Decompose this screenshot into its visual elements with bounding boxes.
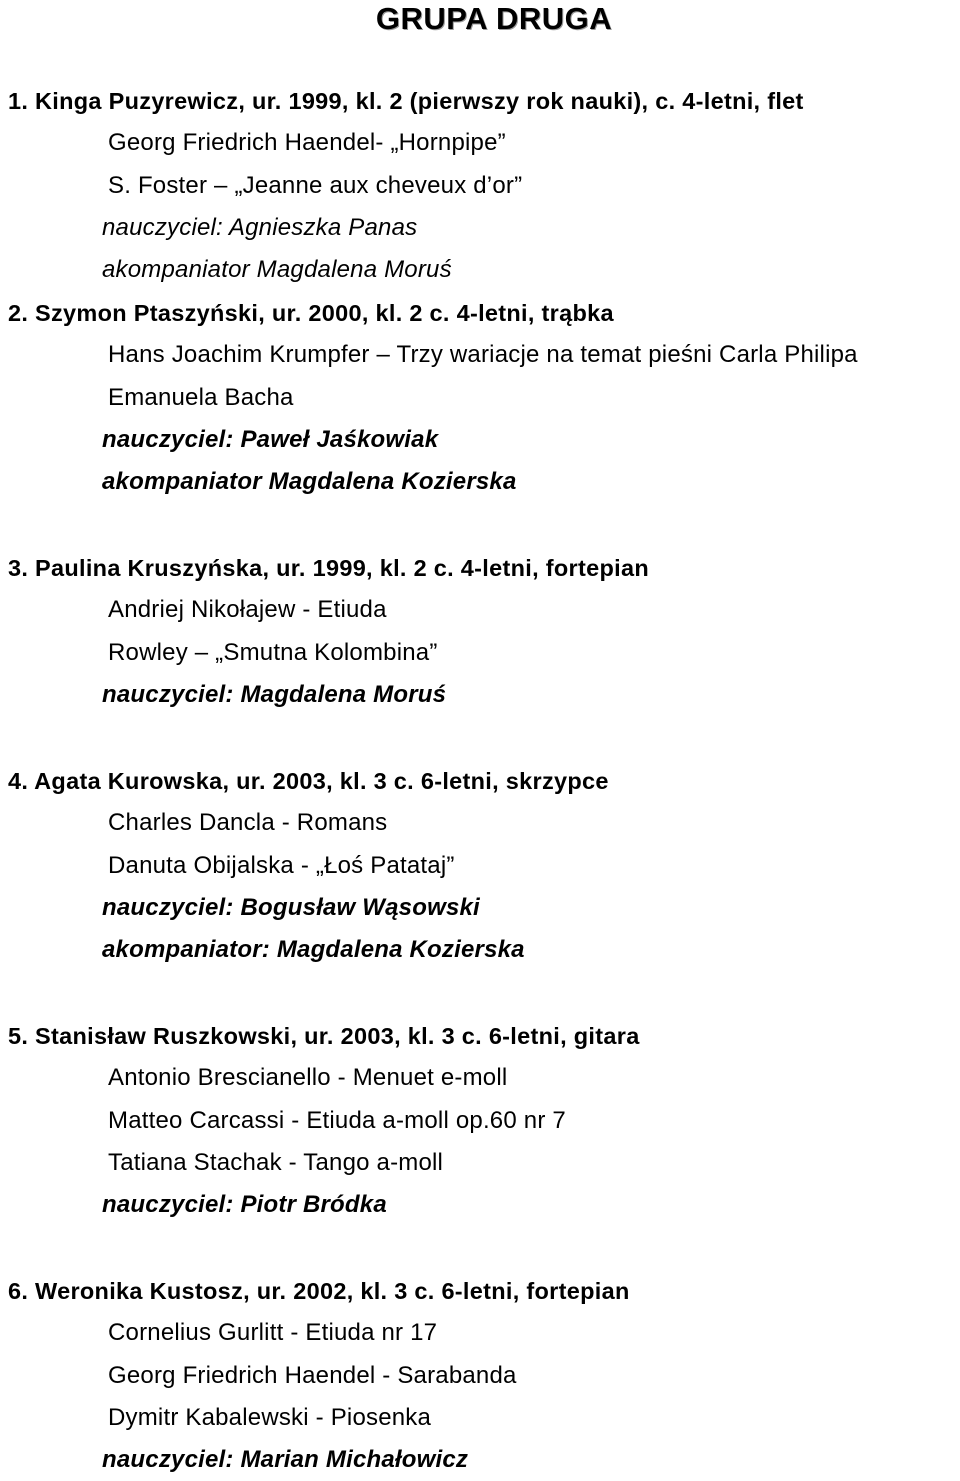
entry-1 xyxy=(0,80,960,291)
entry-3 xyxy=(0,547,960,716)
piece: Andriej Nikołajew - Etiuda xyxy=(108,596,387,624)
piece: Charles Dancla - Romans xyxy=(108,809,388,837)
teacher: nauczyciel: Paweł Jaśkowiak xyxy=(102,425,439,453)
piece: Rowley – „Smutna Kolombina” xyxy=(108,638,438,666)
page-title: GRUPA DRUGA xyxy=(375,1,613,36)
entry-5 xyxy=(0,1015,960,1226)
entry-header: 4. Agata Kurowska, ur. 2003, kl. 3 c. 6-letni, skrzypce xyxy=(8,768,609,794)
piece: Georg Friedrich Haendel- „Hornpipe” xyxy=(108,129,506,157)
entry-2 xyxy=(0,292,960,503)
piece: S. Foster – „Jeanne aux cheveux d’or” xyxy=(108,171,523,199)
entry-6 xyxy=(0,1270,960,1481)
accompanist: akompaniator Magdalena Moruś xyxy=(102,256,452,284)
accompanist: akompaniator: Magdalena Kozierska xyxy=(102,936,525,964)
piece: Tatiana Stachak - Tango a-moll xyxy=(108,1148,444,1176)
accompanist: akompaniator Magdalena Kozierska xyxy=(102,468,517,496)
piece: Cornelius Gurlitt - Etiuda nr 17 xyxy=(108,1319,438,1347)
entry-header: 3. Paulina Kruszyńska, ur. 1999, kl. 2 c. 4-letni, fortepian xyxy=(8,555,649,581)
piece: Dymitr Kabalewski - Piosenka xyxy=(108,1403,432,1431)
entry-header: 6. Weronika Kustosz, ur. 2002, kl. 3 c. 6-letni, fortepian xyxy=(8,1278,630,1304)
piece: Matteo Carcassi - Etiuda a-moll op.60 nr 7 xyxy=(108,1106,566,1134)
teacher: nauczyciel: Agnieszka Panas xyxy=(102,213,418,241)
piece: Hans Joachim Krumpfer – Trzy wariacje na temat pieśni Carla Philipa Emanuela Bacha xyxy=(108,341,858,411)
teacher: nauczyciel: Marian Michałowicz xyxy=(102,1446,469,1474)
entry-4 xyxy=(0,760,960,971)
piece: Georg Friedrich Haendel - Sarabanda xyxy=(108,1361,517,1389)
teacher: nauczyciel: Magdalena Moruś xyxy=(102,680,447,708)
piece: Danuta Obijalska - „Łoś Patataj” xyxy=(108,851,455,879)
piece: Antonio Brescianello - Menuet e-moll xyxy=(108,1064,508,1092)
teacher: nauczyciel: Piotr Bródka xyxy=(102,1191,387,1219)
teacher: nauczyciel: Bogusław Wąsowski xyxy=(102,893,480,921)
entry-header: 1. Kinga Puzyrewicz, ur. 1999, kl. 2 (pierwszy rok nauki), c. 4-letni, flet xyxy=(8,88,804,114)
entry-header: 5. Stanisław Ruszkowski, ur. 2003, kl. 3 c. 6-letni, gitara xyxy=(8,1023,640,1049)
entry-header: 2. Szymon Ptaszyński, ur. 2000, kl. 2 c. 4-letni, trąbka xyxy=(8,300,614,326)
